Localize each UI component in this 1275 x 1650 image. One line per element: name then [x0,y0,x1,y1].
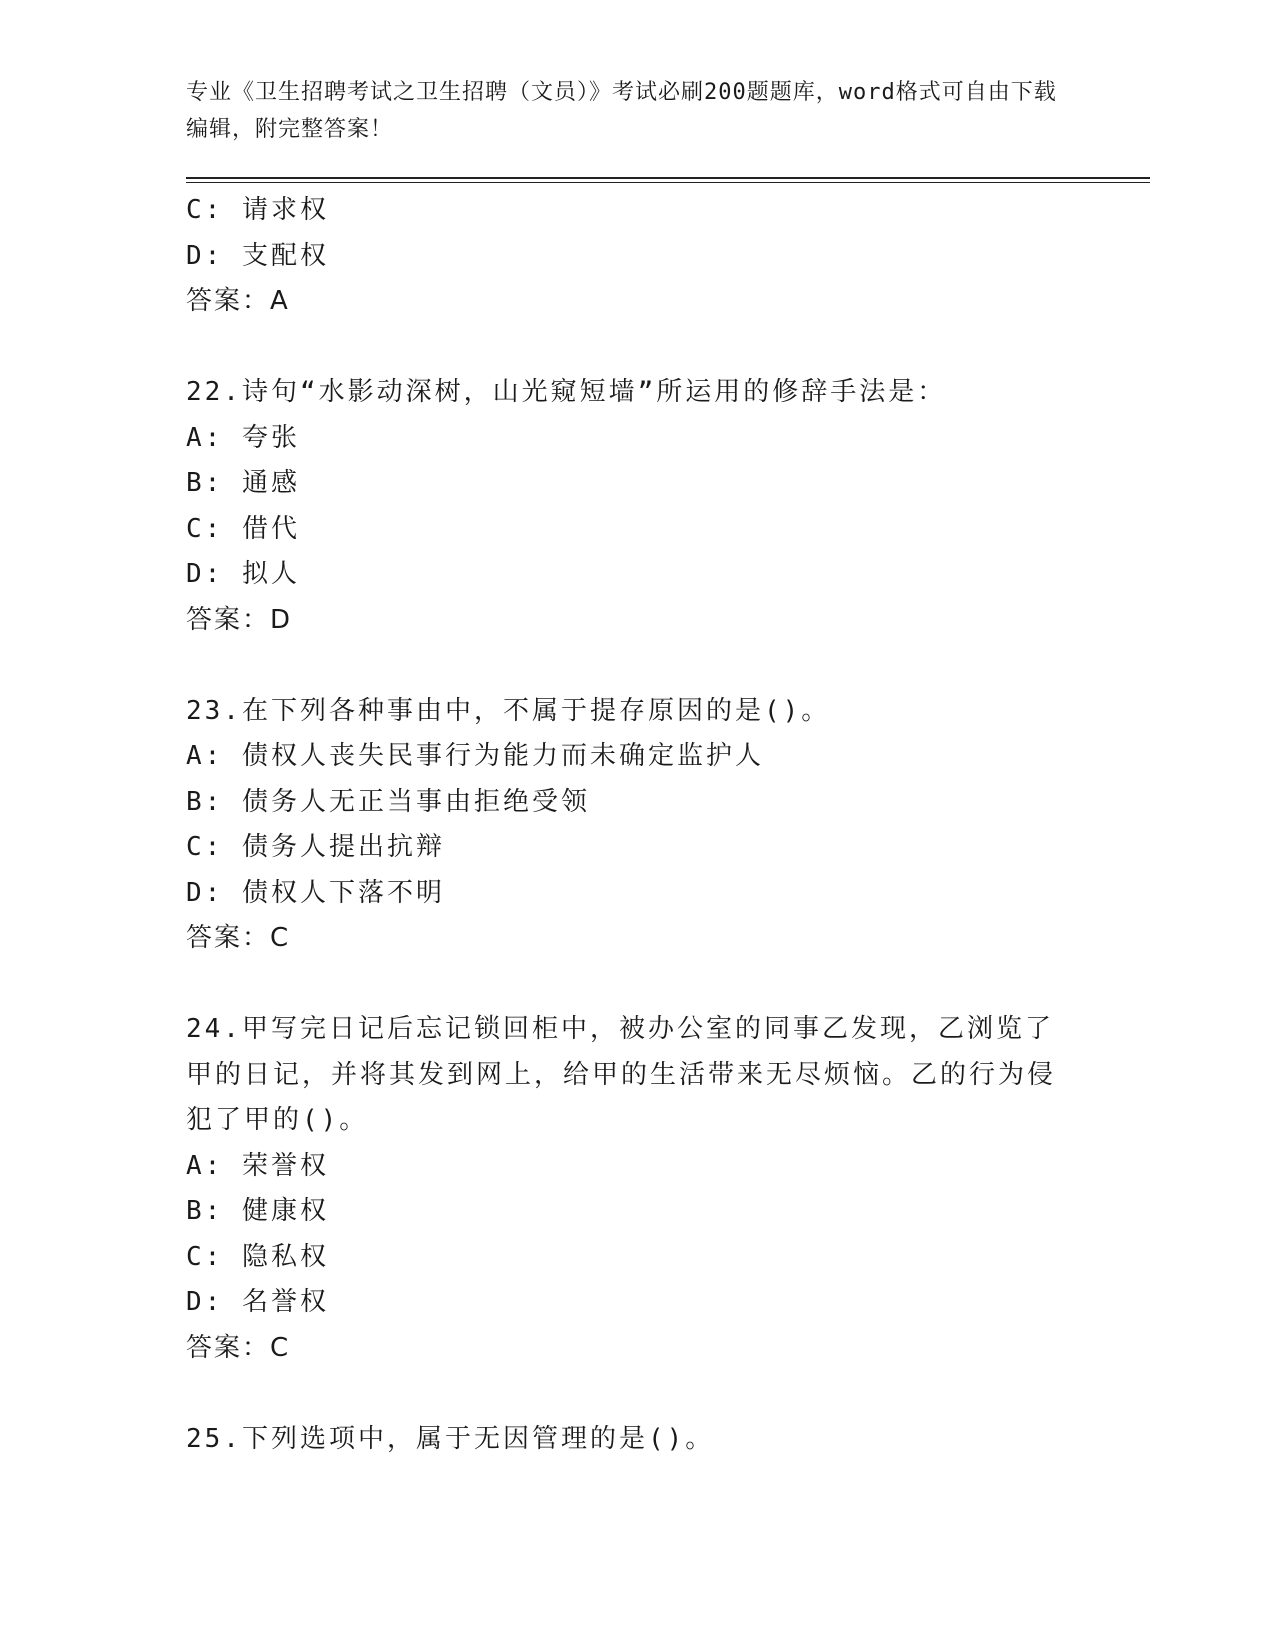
question-24-option-b: B: 健康权 [186,1196,329,1226]
header-rule-bottom [186,182,1150,183]
spacer [186,325,1086,371]
header-rule-top [186,177,1150,179]
question-24-answer: 答案：C [186,1332,291,1363]
option-c: C: 请求权 [186,195,329,225]
question-22-stem: 22.诗句“水影动深树，山光窥短墙”所运用的修辞手法是： [186,377,947,407]
document-body [186,188,1086,1462]
spacer [186,1371,1086,1417]
question-24-stem: 24.甲写完日记后忘记锁回柜中，被办公室的同事乙发现，乙浏览了甲的日记，并将其发到网上，给甲的生活带来无尽烦恼。乙的行为侵犯了甲的()。 [186,1014,1057,1135]
question-22-option-c: C: 借代 [186,513,300,544]
question-24-option-c: C: 隐私权 [186,1241,329,1272]
question-22-option-d: D: 拟人 [186,559,300,589]
answer-line: 答案：A [186,286,290,316]
question-23-stem: 23.在下列各种事由中，不属于提存原因的是()。 [186,695,831,726]
question-24-option-d: D: 名誉权 [186,1287,329,1317]
question-24-option-a: A: 荣誉权 [186,1150,329,1181]
question-22-answer: 答案：D [186,604,293,635]
question-23-option-c: C: 债务人提出抗辩 [186,832,445,862]
question-23-option-b: B: 债务人无正当事由拒绝受领 [186,786,590,817]
spacer [186,962,1086,1008]
question-22-option-a: A: 夸张 [186,422,300,453]
spacer [186,643,1086,689]
question-23-option-a: A: 债权人丧失民事行为能力而未确定监护人 [186,741,764,771]
question-23-option-d: D: 债权人下落不明 [186,877,445,908]
question-25-stem: 25.下列选项中，属于无因管理的是()。 [186,1423,715,1454]
option-d: D: 支配权 [186,240,329,271]
page-header-title: 专业《卫生招聘考试之卫生招聘（文员）》考试必刷200题题库，word格式可自由下载编辑，附完整答案！ [186,80,1057,142]
question-22-option-b: B: 通感 [186,468,300,498]
question-23-answer: 答案：C [186,923,291,953]
